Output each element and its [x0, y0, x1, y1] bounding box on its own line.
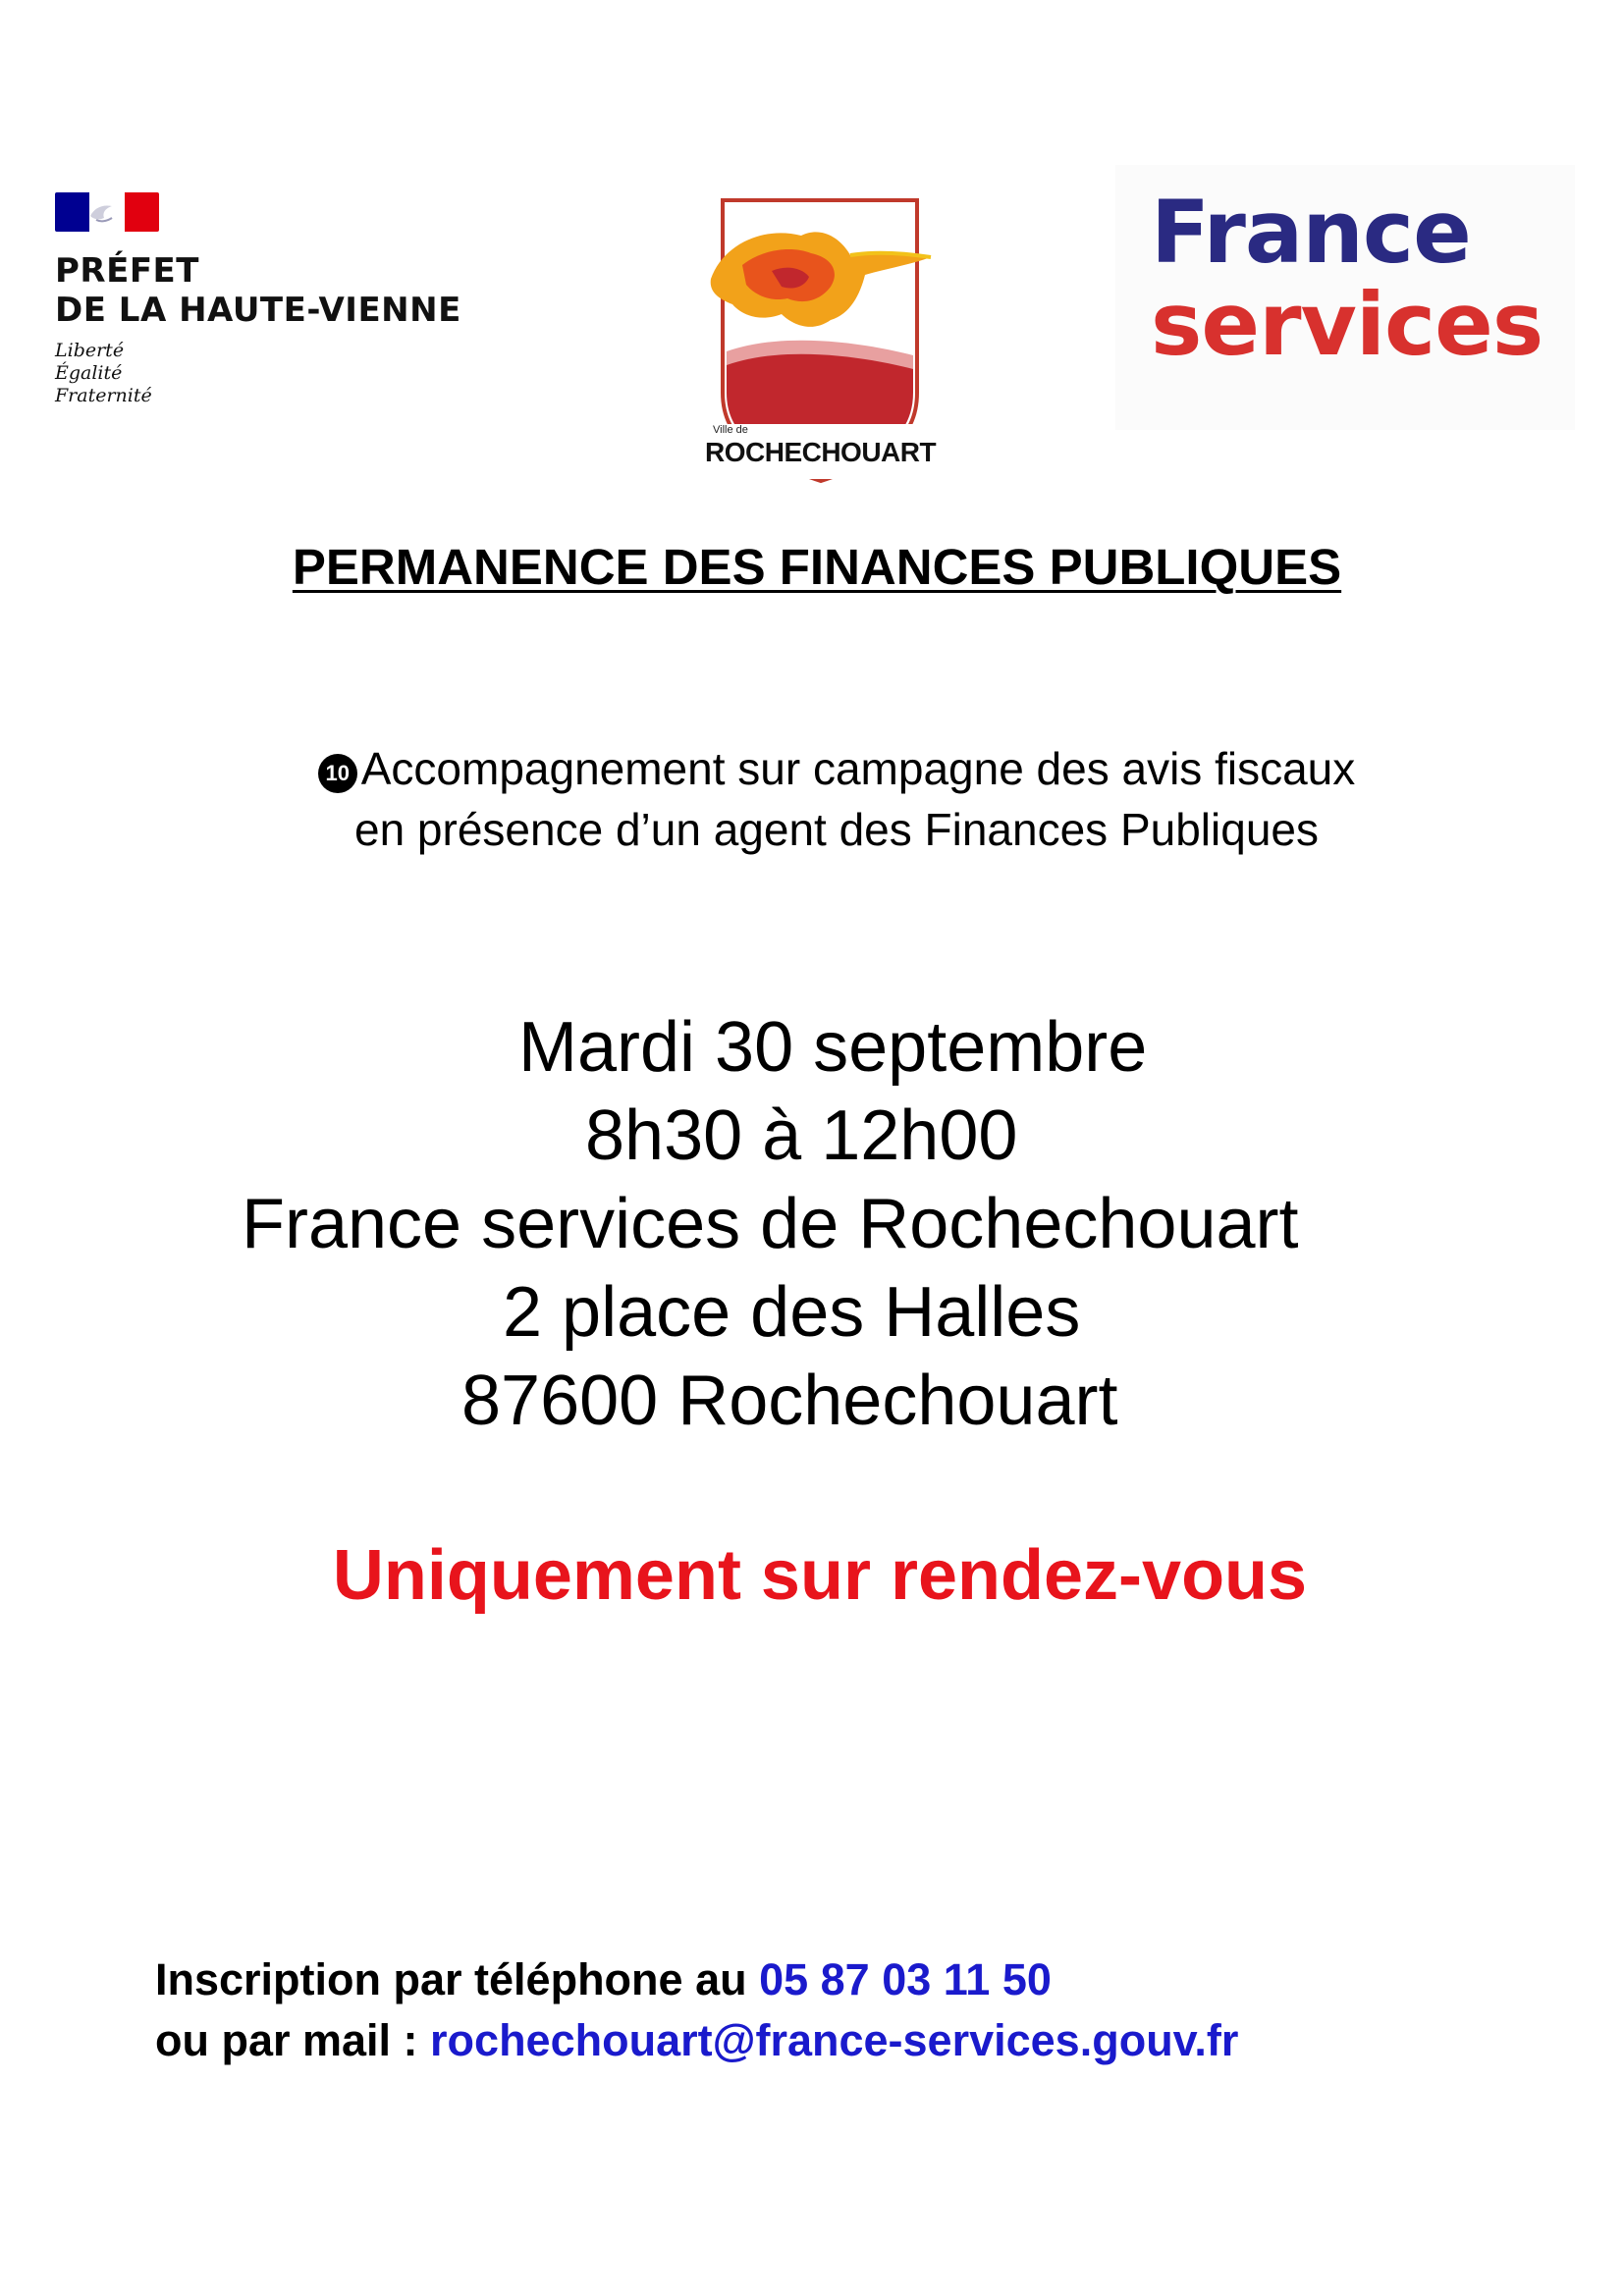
number-ten-icon: 10	[318, 754, 357, 793]
france-services-logo	[1115, 165, 1575, 430]
event-place: France services de Rochechouart	[242, 1185, 1299, 1263]
service-description	[0, 738, 1624, 860]
email-link[interactable]: rochechouart@france-services.gouv.fr	[430, 2015, 1239, 2065]
event-city: 87600 Rochechouart	[461, 1362, 1118, 1440]
france-services-line2: services	[1151, 274, 1543, 375]
appointment-notice: Uniquement sur rendez-vous	[332, 1536, 1308, 1615]
event-street: 2 place des Halles	[503, 1273, 1081, 1352]
page-title: PERMANENCE DES FINANCES PUBLIQUES	[292, 539, 1342, 595]
service-line2: en présence d’un agent des Finances Publiques	[353, 804, 1319, 855]
devise	[55, 340, 487, 407]
contact-mail-line	[155, 2010, 1238, 2071]
devise-liberte: Liberté	[55, 340, 125, 361]
phone-label: Inscription par téléphone au	[155, 1954, 760, 2004]
marianne-flag-icon	[55, 192, 159, 232]
france-services-line1: France	[1151, 182, 1471, 283]
phone-number-link[interactable]: 05 87 03 11 50	[759, 1954, 1052, 2004]
devise-fraternite: Fraternité	[55, 385, 152, 406]
rochechouart-small-label: Ville de	[713, 424, 748, 436]
rochechouart-logo	[703, 196, 939, 491]
contact-info	[155, 1949, 1238, 2071]
prefet-line1: PRÉFET	[55, 251, 199, 291]
event-time: 8h30 à 12h00	[585, 1096, 1018, 1175]
devise-egalite: Égalité	[55, 362, 123, 384]
mail-label: ou par mail :	[155, 2015, 431, 2065]
prefet-line2: DE LA HAUTE-VIENNE	[55, 291, 461, 330]
event-date: Mardi 30 septembre	[518, 1008, 1148, 1087]
service-line1	[49, 738, 1624, 799]
prefet-logo	[55, 192, 487, 418]
service-line1-text: Accompagnement sur campagne des avis fiscaux	[360, 743, 1356, 794]
contact-phone-line	[155, 1949, 1238, 2010]
rochechouart-name: ROCHECHOUART	[705, 437, 937, 467]
